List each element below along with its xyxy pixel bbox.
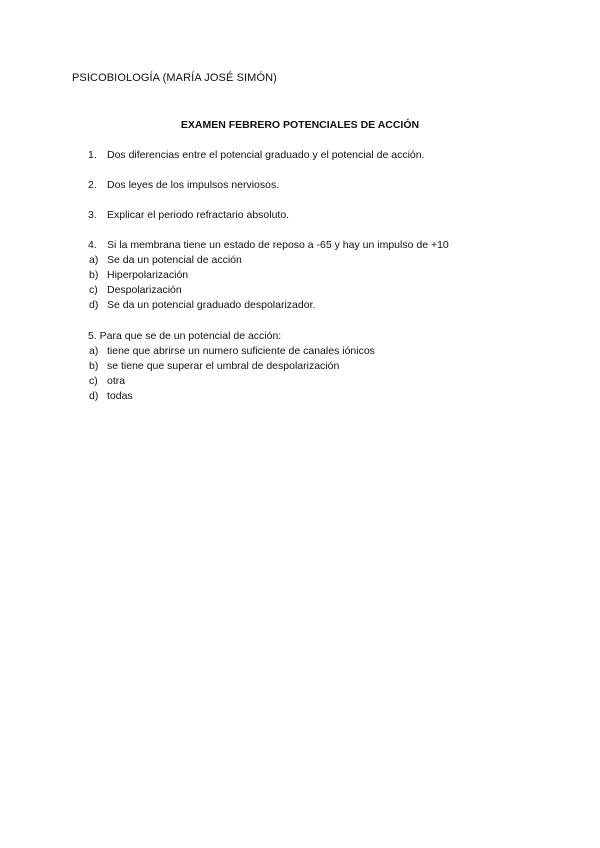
option-label: b) — [89, 269, 99, 281]
option-text: tiene que abrirse un numero suficiente de canales iónicos — [107, 345, 375, 357]
course-header: PSICOBIOLOGÍA (MARÍA JOSÉ SIMÓN) — [72, 72, 277, 84]
option-text: Hiperpolarización — [107, 269, 189, 281]
option-text: Se da un potencial graduado despolarizador. — [107, 299, 316, 311]
question-number: 4. — [88, 239, 97, 251]
option-label: c) — [89, 284, 98, 296]
option-text: todas — [107, 390, 133, 402]
question-text: Si la membrana tiene un estado de reposo a -65 y hay un impulso de +10 — [107, 239, 449, 251]
question-text: Dos leyes de los impulsos nerviosos. — [107, 179, 280, 191]
question-number: 2. — [88, 179, 97, 191]
option-text: Se da un potencial de acción — [107, 254, 242, 266]
option-label: c) — [89, 375, 98, 387]
option-text: se tiene que superar el umbral de despolarización — [107, 360, 340, 372]
question-5: 5. Para que se de un potencial de acción: — [88, 330, 282, 342]
option-label: d) — [89, 390, 99, 402]
question-number: 1. — [88, 149, 97, 161]
question-text: Explicar el periodo refractario absoluto. — [107, 209, 290, 221]
option-text: Despolarización — [107, 284, 182, 296]
question-number: 3. — [88, 209, 97, 221]
exam-title: EXAMEN FEBRERO POTENCIALES DE ACCIÓN — [180, 119, 420, 131]
option-text: otra — [107, 375, 126, 387]
option-label: d) — [89, 299, 99, 311]
question-text: Dos diferencias entre el potencial graduado y el potencial de acción. — [107, 149, 425, 161]
option-label: a) — [89, 254, 99, 266]
option-label: b) — [89, 360, 99, 372]
option-label: a) — [89, 345, 99, 357]
